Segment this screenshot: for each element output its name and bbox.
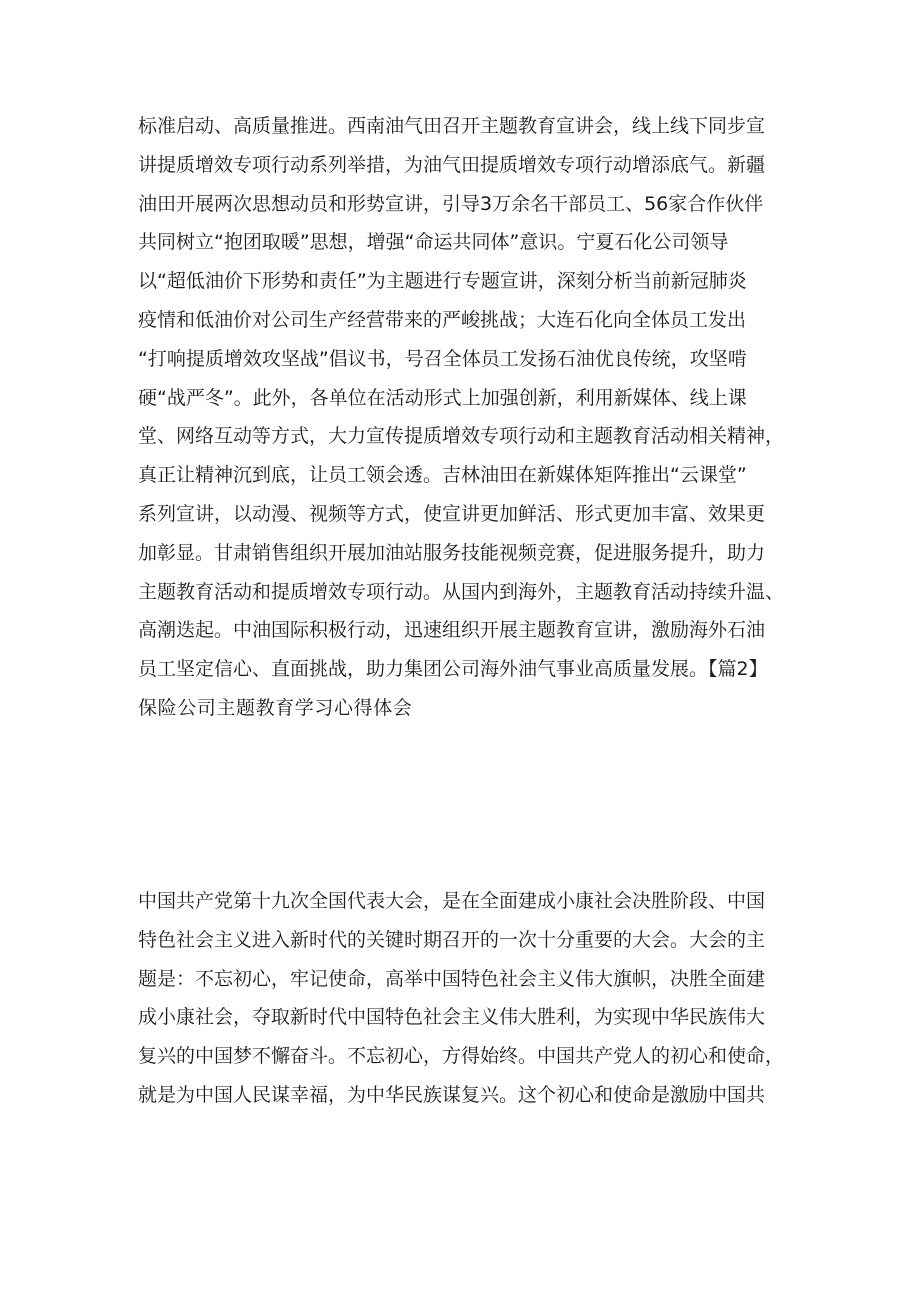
text-line: 特色社会主义进入新时代的关键时期召开的一次十分重要的大会。大会的主	[138, 928, 766, 951]
text-line: “打响提质增效攻坚战”倡议书，号召全体员工发扬石油优良传统，攻坚啃	[138, 347, 747, 370]
paragraph-2	[138, 882, 798, 1115]
text-line: 硬“战严冬”。此外，各单位在活动形式上加强创新，利用新媒体、线上课	[138, 386, 747, 409]
text-line: 共同树立“抱团取暖”思想，增强“命运共同体”意识。宁夏石化公司领导	[138, 231, 729, 254]
text-line: 堂、网络互动等方式，大力宣传提质增效专项行动和主题教育活动相关精神，	[138, 425, 785, 448]
text-line: 复兴的中国梦不懈奋斗。不忘初心，方得始终。中国共产党人的初心和使命，	[138, 1045, 785, 1068]
text-line: 系列宣讲，以动漫、视频等方式，使宣讲更加鲜活、形式更加丰富、效果更	[138, 502, 766, 525]
text-line: 员工坚定信心、直面挑战，助力集团公司海外油气事业高质量发展。【篇2】	[138, 658, 768, 681]
section-heading: 保险公司主题教育学习心得体会	[138, 696, 413, 719]
text-line: 油田开展两次思想动员和形势宣讲，引导3万余名干部员工、56家合作伙伴	[138, 192, 764, 215]
text-line: 讲提质增效专项行动系列举措，为油气田提质增效专项行动增添底气。新疆	[138, 153, 766, 176]
text-line: 疫情和低油价对公司生产经营带来的严峻挑战；大连石化向全体员工发出	[138, 308, 747, 331]
text-line: 题是：不忘初心，牢记使命，高举中国特色社会主义伟大旗帜，决胜全面建	[138, 967, 766, 990]
text-line: 中国共产党第十九次全国代表大会，是在全面建成小康社会决胜阶段、中国	[138, 890, 766, 912]
text-line: 以“超低油价下形势和责任”为主题进行专题宣讲，深刻分析当前新冠肺炎	[138, 270, 747, 293]
text-line: 主题教育活动和提质增效专项行动。从国内到海外，主题教育活动持续升温、	[138, 580, 785, 603]
text-line: 真正让精神沉到底，让员工领会透。吉林油田在新媒体矩阵推出“云课堂”	[138, 464, 747, 487]
text-line: 标准启动、高质量推进。西南油气田召开主题教育宣讲会，线上线下同步宣	[138, 115, 766, 137]
text-line: 加彰显。甘肃销售组织开展加油站服务技能视频竞赛，促进服务提升，助力	[138, 541, 766, 564]
text-line: 就是为中国人民谋幸福，为中华民族谋复兴。这个初心和使命是激励中国共	[138, 1083, 766, 1106]
paragraph-1	[138, 107, 798, 728]
text-line: 高潮迭起。中油国际积极行动，迅速组织开展主题教育宣讲，激励海外石油	[138, 619, 766, 642]
text-line: 成小康社会，夺取新时代中国特色社会主义伟大胜利，为实现中华民族伟大	[138, 1006, 766, 1029]
